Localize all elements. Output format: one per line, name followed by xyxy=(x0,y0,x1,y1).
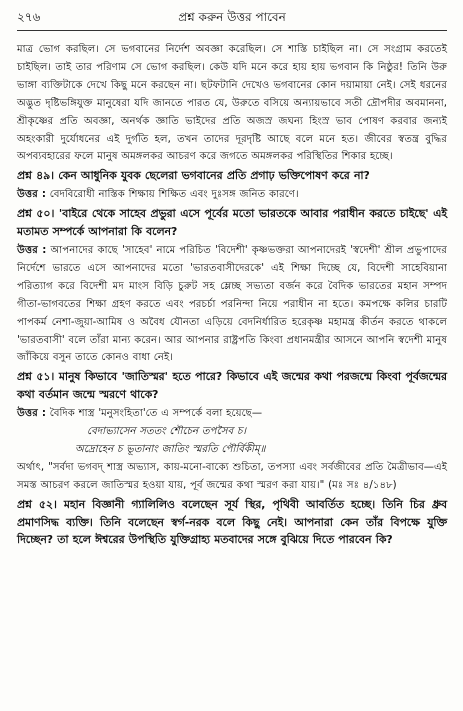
header-rule xyxy=(17,30,447,31)
page-body xyxy=(17,41,447,549)
answer-50-label: উত্তর : xyxy=(17,244,47,256)
verse-meaning-text: অর্থাৎ, "সর্বদা ভগবদ্ শাস্ত্র অভ্যাস, কায়-মনো-বাক্যে শুচিতা, তপস্যা এবং সর্বজীবের প্রতি মৈত্রীভাব—এই সমস্ত আচরণ করলে জাতিস্মর হওয়া যায়, পূর্ব জন্মের কথা স্মরণ করা যায়।" xyxy=(17,461,447,491)
question-50 xyxy=(17,205,447,241)
question-50-number: প্রশ্ন ৫০। xyxy=(17,207,55,221)
answer-51-label: উত্তর : xyxy=(17,408,46,420)
question-51 xyxy=(17,368,447,404)
sanskrit-verse-line-1: বেদাভ্যাসেন সততং শৌচেন তপসৈব চ। xyxy=(87,426,246,438)
running-title: প্রশ্ন করুন উত্তর পাবেন xyxy=(178,10,286,24)
intro-paragraph: মাত্র ভোগ করছিল। সে ভগবানের নির্দেশ অবজ্ঞা করেছিল। সে শাস্তি চাইছিল না। সে সংগ্রাম করতেই চাইছিল। তাই তার পরিণাম সে ভোগ করছিল। কেউ যদি মনে করে হায় হায় ভগবান কি নিষ্ঠুর! তিনি উরু ভাঙ্গা ব্যক্তিটাকে দেখে কিছু মনে করছেন না। ছটফটানি দেখেও ভগবানের কোন দয়ামায়া নেই। সেই ধরনের অদ্ভুত দৃষ্টিভঙ্গিযুক্ত মানুষেরা যদি জানতে পারত যে, উরুতে বসিয়ে অন্যায়ভাবে সতী দ্রৌপদীর অবমাননা, শ্রীকৃষ্ণের প্রতি অবজ্ঞা, অনর্থক জ্ঞাতি ভাইদের প্রতি অজস্র জঘন্য হিংস্র ভাব পোষণ করবার জন্যই অহংকারী দুর্যোধনের এই দুর্গতি হল, তখন তাদের দূরদৃষ্টি আছে বলে মনে হত। জীবের স্বতন্ত্র বুদ্ধির অপব্যবহারের ফলে মানুষ অমঙ্গলকর আচরণ করে জগতে অমঙ্গলকর পরিস্থিতির শিকার হচ্ছে। xyxy=(17,44,447,163)
answer-51-intro-text: বৈদিক শাস্ত্র 'মনুসংহিতা'তে এ সম্পর্কে বলা হয়েছে— xyxy=(49,408,263,420)
verse-meaning xyxy=(17,459,447,495)
question-49 xyxy=(17,167,447,185)
question-51-text: মানুষ কিভাবে 'জাতিস্মর' হতে পারে? কিভাবে এই জন্মের কথা পরজন্মে কিংবা পূর্বজন্মের কথা বর্তমান জন্মে স্মরণে থাকে? xyxy=(17,370,447,402)
page-header xyxy=(17,6,447,28)
page-number: ২৭৬ xyxy=(17,10,41,24)
answer-50 xyxy=(17,242,447,367)
answer-49 xyxy=(17,186,447,204)
question-49-text: কেন আধুনিক যুবক ছেলেরা ভগবানের প্রতি প্রগাঢ় ভক্তিপোষণ করে না? xyxy=(58,169,370,183)
sanskrit-verse-line-2: অদ্রোহেন চ ভূতানাং জাতিং স্মরতি পৌর্বিকীম্॥ xyxy=(75,443,266,455)
answer-49-text: বেদবিরোধী নাস্তিক শিক্ষায় শিক্ষিত এবং দুঃসঙ্গ জনিত কারণে। xyxy=(49,189,299,201)
question-52-number: প্রশ্ন ৫২। xyxy=(17,497,57,511)
question-49-number: প্রশ্ন ৪৯। xyxy=(17,169,54,183)
question-52 xyxy=(17,496,447,550)
question-50-text: 'বাইরে থেকে সাহেব প্রভুরা এসে পূর্বের মতো ভারতকে আবার পরাধীন করতে চাইছে' এই মতামত সম্পর্কে আপনারা কি বলেন? xyxy=(17,207,447,239)
answer-51-intro xyxy=(17,405,447,423)
question-52-text: মহান বিজ্ঞানী গ্যালিলিও বলেছেন সূর্য স্থির, পৃথিবী আবর্তিত হচ্ছে। তিনি চির ধ্রুব প্রমাণসিদ্ধ ব্যক্তি। তিনি বলেছেন স্বর্গ-নরক বলে কিছু নেই। আপনারা কেন তাঁর বিপক্ষে যুক্তি দিচ্ছেন? তা হলে ঈশ্বরের উপস্থিতি যুক্তিগ্রাহ্য মতবাদের সঙ্গে বুঝিয়ে দিতে পারবেন কি? xyxy=(17,497,447,547)
answer-49-label: উত্তর : xyxy=(17,189,46,201)
question-51-number: প্রশ্ন ৫১। xyxy=(17,370,55,384)
verse-source-reference: (মঃ সঃ ৪/১৪৮) xyxy=(328,479,397,491)
answer-50-text: আপনাদের কাছে 'সাহেব' নামে পরিচিত 'বিদেশী' কৃষ্ণভক্তরা আপনাদেরই 'স্বদেশী' শ্রীল প্রভুপাদের নির্দেশে ভারতে এসে আপনাদের মতো 'ভারতবাসীদেরকে' এই শিক্ষা দিচ্ছে যে, বিদেশী সাহেবিয়ানা পরিত্যাগ করে বিদেশী মদ মাংস বিড়ি চুরুট সহ ম্লেচ্ছ সভ্যতা বর্জন করে বৈদিক ভারতের মহান সম্পদ গীতা-ভাগবতের শিক্ষা গ্রহণ করতে এবং পরচর্চা পরনিন্দা নিয়ে পরাধীন না হতে। কমপক্ষে কলির চারটি পাপকর্ম নেশা-জুয়া-আমিষ ও অবৈধ যৌনতা এড়িয়ে বেদনির্ধারিত হরেকৃষ্ণ মহামন্ত্র কীর্তন করতে থাকলে 'ভারতবাসী' বলে তাঁরা মান্য করেন। আর আপনার রাষ্ট্রপতি কিংবা প্রধানমন্ত্রীর আসনে আপনি স্বদেশী মানুষ জাঁকিয়ে বসুন তাতে কোনও বাধা নেই। xyxy=(17,244,447,364)
